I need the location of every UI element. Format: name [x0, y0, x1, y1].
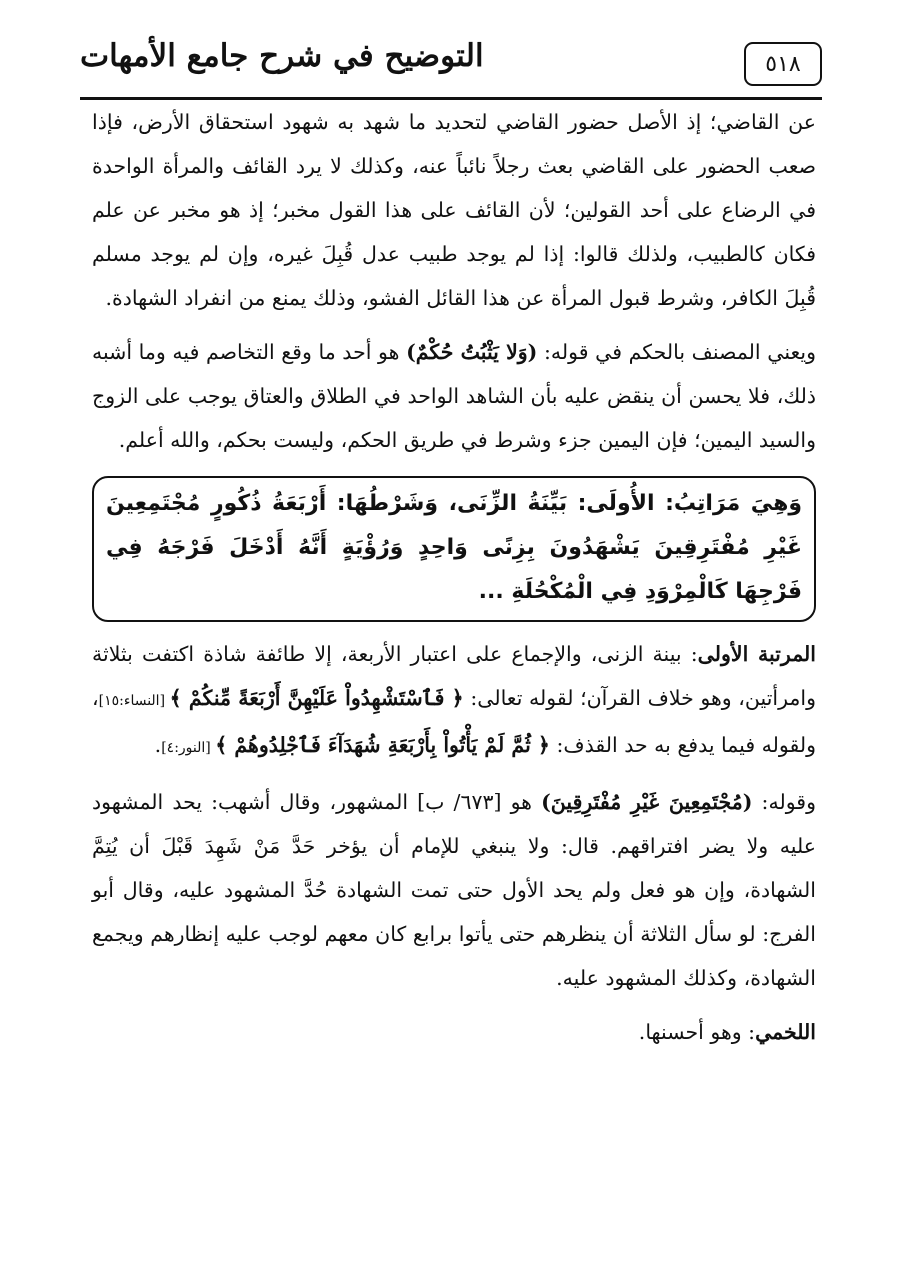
paragraph-4-text-b: هو [٦٧٣/ ب] المشهور، وقال أشهب: يحد المشهود عليه ولا يضر افتراقهم. قال: ولا ينبغي للإمام أن يؤخر حَدَّ مَنْ شَهِدَ قَبْلَ أن يُتِمَّ الشهادة، وإن هو فعل ولم يحد الأول حتى تمت الشهادة حُدَّ المشهود عليه، وقال أبو الفرج: لو سأل الثلاثة أن ينظرهم حتى يأتوا برابع كان معهم لوجب عليه إنظارهم ويجمع الشهادة، وكذلك المشهود عليه.	[92, 790, 816, 990]
paragraph-1: عن القاضي؛ إذ الأصل حضور القاضي لتحديد ما شهد به شهود استحقاق الأرض، فإذا صعب الحضور على القاضي بعث رجلاً نائباً عنه، وكذلك لا يرد القائف والمرأة الواحدة في الرضاع على أحد القولين؛ لأن القائف على هذا القول مخبر؛ إذ هو مخبر عن علم فكان كالطبيب، ولذلك قالوا: إذا لم يوجد طبيب عدل قُبِلَ غيره، وإن لم يوجد مسلم قُبِلَ الكافر، وشرط قبول المرأة عن هذا القائل الفشو، وذلك يمنع من انفراد الشهادة.	[92, 110, 816, 310]
quoted-phrase-2: (مُجْتَمِعِينَ غَيْرِ مُفْتَرِقِينَ)	[541, 790, 753, 814]
scholar-name: اللخمي	[755, 1020, 816, 1044]
quran-verse-2: ﴿ ثُمَّ لَمْ يَأْتُواْ بِأَرْبَعَةِ شُهَدَآءَ فَٱجْلِدُوهُمْ ﴾	[215, 733, 550, 757]
paragraph-5	[92, 1010, 816, 1054]
paragraph-3-text-a: : بينة الزنى، والإجماع على اعتبار الأربعة، إلا طائفة شاذة اكتفت بثلاثة وامرأتين، وهو خلاف القرآن؛ لقوله تعالى:	[92, 642, 817, 710]
section-lead: المرتبة الأولى	[697, 642, 816, 666]
paragraph-3-end: .	[154, 733, 162, 757]
paragraph-3-text-b: ، ولقوله فيما يدفع به حد القذف:	[92, 686, 816, 757]
paragraph-5-text: : وهو أحسنها.	[638, 1020, 756, 1044]
verse-reference-2: [النور:٤]	[161, 740, 216, 756]
verse-reference-1: [النساء:١٥]	[98, 693, 170, 709]
paragraph-2	[92, 330, 816, 462]
running-title: التوضيح في شرح جامع الأمهات	[80, 38, 484, 74]
quran-verse-1: ﴿ فَٱسْتَشْهِدُواْ عَلَيْهِنَّ أَرْبَعَةً مِّنكُمْ ﴾	[169, 686, 464, 710]
paragraph-4-text-a: وقوله:	[752, 790, 816, 814]
page-number: ٥١٨	[744, 42, 822, 86]
page-body	[92, 100, 816, 1054]
paragraph-3	[92, 632, 816, 770]
quoted-phrase: (وَلا يَثْبُتُ حُكْمٌ)	[406, 340, 538, 364]
paragraph-2-text-b: هو أحد ما وقع التخاصم فيه وما أشبه ذلك، فلا يحسن أن ينقض عليه بأن الشاهد الواحد في الطلاق والعتاق يوجب على الزوج والسيد اليمين؛ فإن اليمين جزء وشرط في طريق الحكم، وليست بحكم، والله أعلم.	[92, 340, 816, 452]
paragraph-4	[92, 780, 816, 1000]
matn-box	[92, 476, 816, 622]
paragraph-2-text-a: ويعني المصنف بالحكم في قوله:	[537, 340, 817, 364]
matn-text: وَهِيَ مَرَاتِبُ: الأُولَى: بَيِّنَةُ الزِّنَى، وَشَرْطُهَا: أَرْبَعَةُ ذُكُورٍ مُجْتَمِعِينَ غَيْرِ مُفْتَرِقِينَ يَشْهَدُونَ بِزِنًى وَاحِدٍ وَرُؤْيَةٍ أَنَّهُ أَدْخَلَ فَرْجَهُ فِي فَرْجِهَا كَالْمِرْوَدِ فِي الْمُكْحُلَةِ ...	[106, 491, 802, 604]
page-header	[80, 28, 822, 100]
